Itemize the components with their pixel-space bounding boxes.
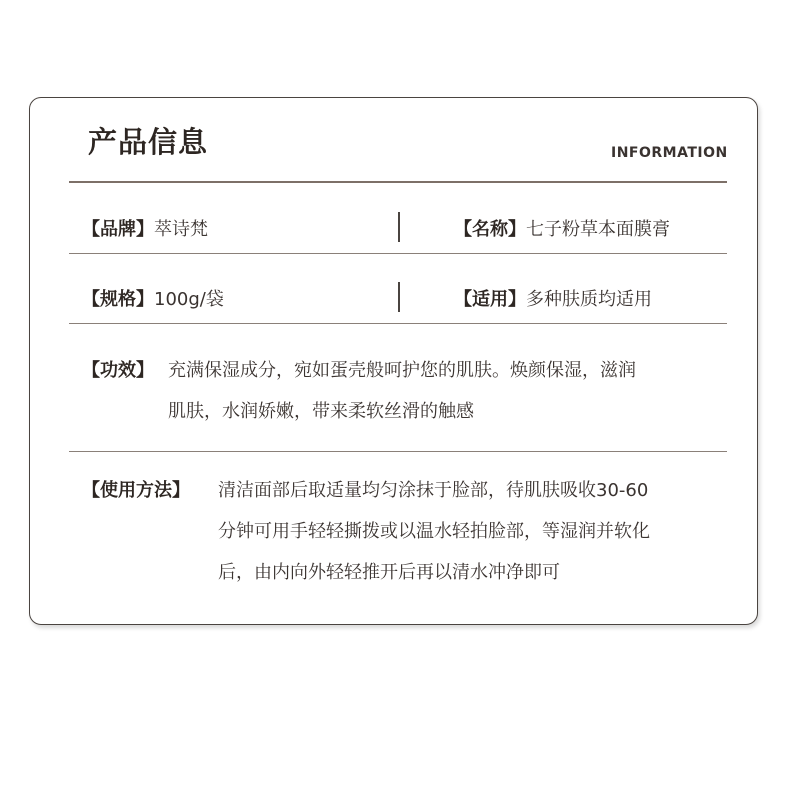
effect-field	[82, 350, 732, 440]
effect-label: 【功效】	[82, 360, 154, 381]
effect-line: 充满保湿成分，宛如蛋壳般呵护您的肌肤。焕颜保湿，滋润	[168, 360, 636, 381]
usage-field	[82, 470, 742, 600]
page-title: 产品信息	[88, 125, 209, 159]
header-divider	[69, 181, 727, 183]
name-label: 【名称】	[454, 219, 526, 240]
spec-label: 【规格】	[82, 289, 154, 310]
spec-field	[82, 285, 224, 311]
usage-line: 清洁面部后取适量均匀涂抹于脸部，待肌肤吸收30-60	[218, 480, 649, 501]
row-divider	[69, 451, 727, 452]
spec-value: 100g/袋	[154, 289, 224, 310]
brand-label: 【品牌】	[82, 219, 154, 240]
column-divider	[398, 282, 400, 312]
name-field	[454, 215, 670, 241]
usage-line: 分钟可用手轻轻撕拨或以温水轻拍脸部，等湿润并软化	[218, 521, 650, 542]
row-divider	[69, 253, 727, 254]
suitable-value: 多种肤质均适用	[526, 289, 652, 310]
name-value: 七子粉草本面膜膏	[526, 219, 670, 240]
suitable-label: 【适用】	[454, 289, 526, 310]
usage-label: 【使用方法】	[82, 480, 190, 501]
effect-line: 肌肤，水润娇嫩，带来柔软丝滑的触感	[168, 401, 474, 422]
usage-line: 后，由内向外轻轻推开后再以清水冲净即可	[218, 562, 560, 583]
brand-value: 萃诗梵	[154, 219, 208, 240]
suitable-field	[454, 285, 652, 311]
row-divider	[69, 323, 727, 324]
column-divider	[398, 212, 400, 242]
brand-field	[82, 215, 208, 241]
page-subtitle: INFORMATION	[611, 145, 728, 161]
